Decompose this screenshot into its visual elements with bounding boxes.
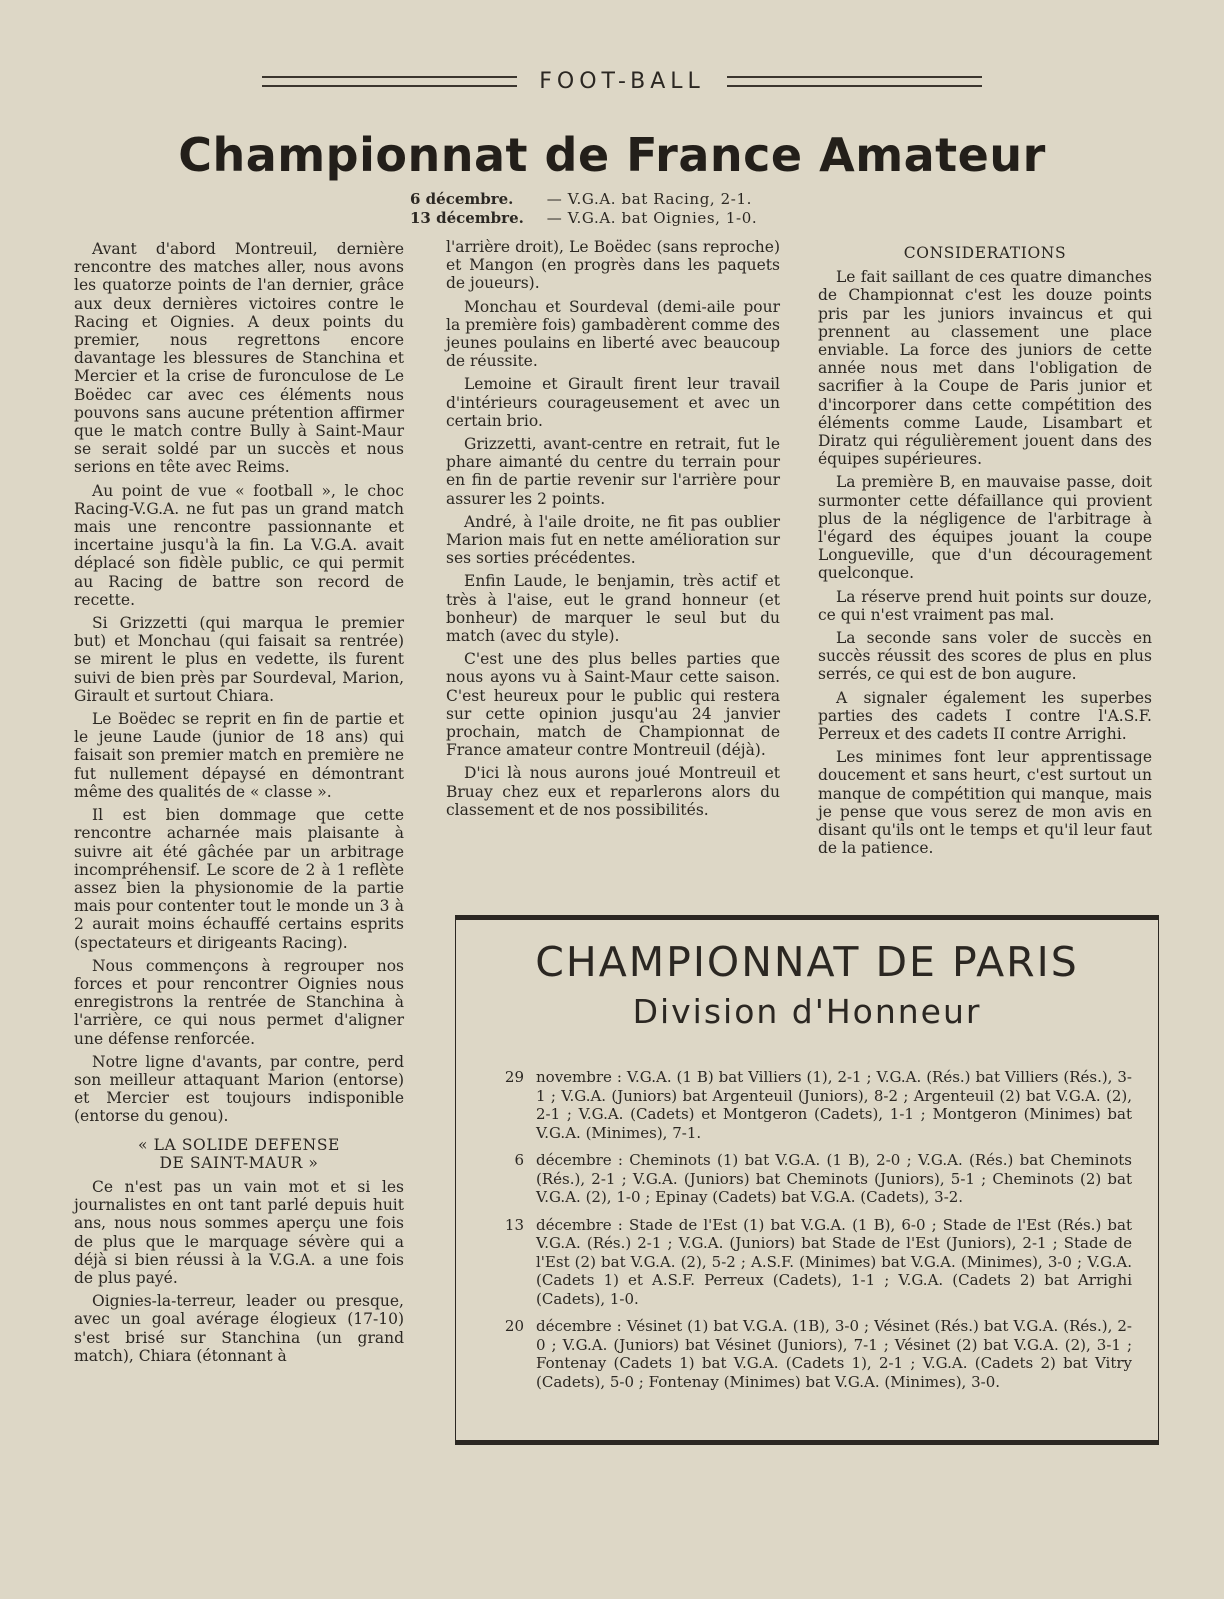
paragraph: Il est bien dommage que cette rencontre acharnée mais plaisante à suivre ait été gâchée par un arbitrage incompréhensif. Le score de 2 à 1 reflète assez bien la physionomie de la partie mais pour contenter tout le monde un 3 à 2 aurait moins échauffé certains esprits (spectateurs et dirigeants Racing). [74,806,404,952]
paris-subtitle: Division d'Honneur [632,992,982,1031]
paragraph: Au point de vue « football », le choc Racing-V.G.A. ne fut pas un grand match mais une rencontre passionnante et incertaine jusqu'à la fin. La V.G.A. avait déplacé son fidèle public, ce qui permit au Racing de battre son record de recette. [74,481,404,609]
entry-day: 13 [504,1215,524,1234]
article-column-3 [818,244,1152,863]
entry-text: Vésinet (1) bat V.G.A. (1B), 3-0 ; Vésinet (Rés.) bat V.G.A. (Rés.), 2-0 ; V.G.A. (Juniors) bat Vésinet (Juniors), 7-1 ; Vésinet (2) bat V.G.A. (2), 3-1 ; Fontenay (Cadets 1) bat V.G.A. (Cadets 1), 2-1 ; V.G.A. (Cadets 2) bat Vitry (Cadets), 5-0 ; Fontenay (Minimes) bat V.G.A. (Minimes), 3-0. [536,1317,1133,1391]
subheading [74,1136,404,1172]
subheading-line: « LA SOLIDE DEFENSE [138,1135,340,1154]
result-date: 6 décembre. [410,190,514,208]
entry-text: Cheminots (1) bat V.G.A. (1 B), 2-0 ; V.G.A. (Rés.) bat Cheminots (Rés.), 2-1 ; V.G.A. (Juniors) bat Cheminots (Juniors), 5-1 ; Cheminots (2) bat V.G.A. (2), 1-0 ; Epinay (Cadets) bat V.G.A. (Cadets), 3-2. [536,1151,1132,1206]
paragraph: l'arrière droit), Le Boëdec (sans reproche) et Mangon (en progrès dans les paquets de joueurs). [446,238,780,293]
paragraph: La première B, en mauvaise passe, doit surmonter cette défaillance qui provient plus de la négligence de l'arbitrage à l'égard des équipes jouant la coupe Longueville, que d'un découragement quelconque. [818,473,1152,583]
paragraph: Monchau et Sourdeval (demi-aile pour la première fois) gambadèrent comme des jeunes poulains en liberté avec beaucoup de réussite. [446,297,780,371]
list-item [484,1068,1132,1142]
paragraph: C'est une des plus belles parties que nous ayons vu à Saint-Maur cette saison. C'est heureux pour le public qui restera sur cette opinion jusqu'au 24 janvier prochain, match de Championnat de France amateur contre Montreuil (déjà). [446,650,780,760]
entry-date: décembre : [536,1215,623,1234]
paris-results-list [484,1068,1132,1400]
subheading-line: DE SAINT-MAUR » [159,1153,319,1172]
header-rule-left [262,76,517,87]
paragraph: Si Grizzetti (qui marqua le premier but) et Monchau (qui faisait sa rentrée) se mirent le plus en vedette, ils furent suivi de bien près par Sourdeval, Marion, Girault et surtout Chiara. [74,614,404,705]
result-text: — V.G.A. bat Oignies, 1-0. [546,209,758,227]
result-text: — V.G.A. bat Racing, 2-1. [546,190,752,208]
paragraph: Lemoine et Girault firent leur travail d'intérieurs courageusement et avec un certain brio. [446,375,780,430]
paragraph: A signaler également les superbes parties des cadets I contre l'A.S.F. Perreux et des cadets II contre Arrighi. [818,688,1152,744]
paragraph: Notre ligne d'avants, par contre, perd son meilleur attaquant Marion (entorse) et Mercier est toujours indisponible (entorse du genou). [74,1052,404,1126]
result-line [410,190,830,209]
section-header [262,66,982,96]
paragraph: D'ici là nous aurons joué Montreuil et Bruay chez eux et reparlerons alors du classement et de nos possibilités. [446,764,780,819]
section-label: FOOT-BALL [539,68,705,94]
considerations-heading: CONSIDERATIONS [903,244,1067,262]
article-column-2 [446,238,780,824]
result-date: 13 décembre. [410,209,524,227]
paragraph: Les minimes font leur apprentissage doucement et sans heurt, c'est surtout un manque de compétition qui manque, mais je pense que vous serez de mon avis en disant qu'ils ont le temps et qu'il leur faut de la patience. [818,748,1152,858]
entry-day: 6 [514,1151,524,1169]
paragraph: Grizzetti, avant-centre en retrait, fut le phare aimanté du centre du terrain pour en fin de partie revenir sur l'arrière pour assurer les 2 points. [446,435,780,508]
paris-championship-box [455,915,1159,1445]
entry-date: décembre : [536,1151,623,1169]
paragraph: Avant d'abord Montreuil, dernière rencontre des matches aller, nous avons les quatorze points de l'an dernier, grâce aux deux dernières victoires contre le Racing et Oignies. A deux points du premier, nous regrettons encore davantage les blessures de Stanchina et Mercier et la crise de furonculose de Le Boëdec car avec ces éléments nous pouvons sans aucune prétention affirmer que le match contre Bully à Saint-Maur se serait soldé par un succès et nous serions en tête avec Reims. [74,240,404,477]
result-line [410,209,830,228]
list-item [484,1151,1132,1207]
entry-day: 29 [504,1068,524,1086]
entry-date: décembre : [536,1317,622,1335]
paragraph: Nous commençons à regrouper nos forces et pour rencontrer Oignies nous enregistrons la rentrée de Stanchina à l'arrière, ce qui nous permet d'aligner une défense renforcée. [74,956,404,1048]
paragraph: Oignies-la-terreur, leader ou presque, avec un goal avérage élogieux (17-10) s'est brisé sur Stanchina (un grand match), Chiara (étonnant à [74,1292,404,1365]
paragraph: Le Boëdec se reprit en fin de partie et le jeune Laude (junior de 18 ans) qui faisait son premier match en première ne fut nullement dépaysé en démontrant même des qualités de « classe ». [74,710,404,801]
list-item [484,1216,1132,1309]
paragraph: La seconde sans voler de succès en succès réussit des scores de plus en plus serrés, ce qui est de bon augure. [818,629,1152,684]
paragraph: Le fait saillant de ces quatre dimanches de Championnat c'est les douze points pris par les juniors invaincus et qui prennent au classement une place enviable. La force des juniors de cette année nous met dans l'obligation de sacrifier à la Coupe de Paris junior et d'incorporer dans cette compétition des éléments comme Laude, Lisambart et Diratz qui régulièrement jouent dans des équipes supérieures. [818,268,1152,469]
results-block [410,190,830,228]
article-headline: Championnat de France Amateur [178,128,1046,182]
entry-text: V.G.A. (1 B) bat Villiers (1), 2-1 ; V.G.A. (Rés.) bat Villiers (Rés.), 3-1 ; V.G.A. (Juniors) bat Argenteuil (Juniors), 8-2 ; Argenteuil (2) bat V.G.A. (2), 2-1 ; V.G.A. (Cadets) et Montgeron (Cadets), 1-1 ; Montgeron (Minimes) bat V.G.A. (Minimes), 7-1. [536,1068,1132,1142]
paragraph: Enfin Laude, le benjamin, très actif et très à l'aise, eut le grand honneur (et bonheur) de marquer le seul but du match (avec du style). [446,572,780,646]
header-rule-right [727,76,982,87]
entry-day: 20 [504,1317,524,1335]
article-column-1 [74,240,404,1370]
list-item [484,1317,1132,1391]
paragraph: La réserve prend huit points sur douze, ce qui n'est vraiment pas mal. [818,587,1152,624]
paragraph: André, à l'aile droite, ne fit pas oublier Marion mais fut en nette amélioration sur ses sorties précédentes. [446,512,780,568]
paris-title: CHAMPIONNAT DE PARIS [535,938,1079,986]
paragraph: Ce n'est pas un vain mot et si les journalistes en ont tant parlé depuis huit ans, nous nous sommes aperçu une fois de plus que le marquage sévère qui a déjà si bien réussi à la V.G.A. a une fois de plus payé. [74,1177,404,1287]
entry-text: Stade de l'Est (1) bat V.G.A. (1 B), 6-0 ; Stade de l'Est (Rés.) bat V.G.A. (Rés.) 2-1 ; V.G.A. (Juniors) bat Stade de l'Est (Juniors), 2-1 ; Stade de l'Est (2) bat V.G.A. (2), 5-2 ; A.S.F. (Minimes) bat V.G.A. (Minimes), 3-0 ; V.G.A. (Cadets 1) et A.S.F. Perreux (Cadets), 1-1 ; V.G.A. (Cadets 2) bat Arrighi (Cadets), 1-0. [536,1215,1132,1308]
entry-date: novembre : [536,1068,622,1086]
